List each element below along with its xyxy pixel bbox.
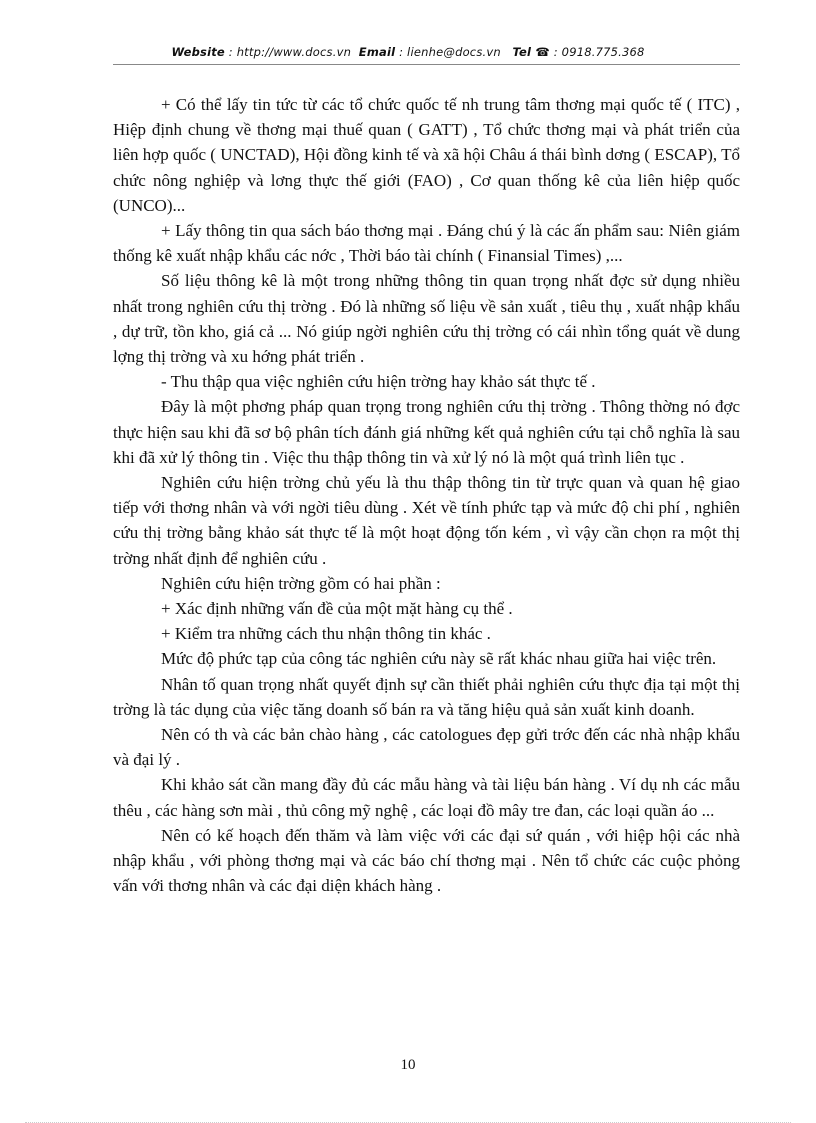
website-url[interactable]: : http://www.docs.vn (228, 45, 352, 59)
body-paragraph: Nghiên cứu hiện trờng chủ yếu là thu thập thông tin từ trực quan và quan hệ giao tiếp với thơng nhân và với ngời tiêu dùng . Xét về tính phức tạp và mức độ chi phí , nghiên cứu thị trờng bằng khảo sát thực tế là một hoạt động tốn kém , vì vậy cần chọn ra một thị trờng nhất định để nghiên cứu . (113, 473, 740, 568)
body-paragraph: + Lấy thông tin qua sách báo thơng mại . Đáng chú ý là các ấn phẩm sau: Niên giám thống kê xuất nhập khẩu các nớc , Thời báo tài chính ( Finansial Times) ,... (113, 221, 740, 266)
body-paragraph: + Kiểm tra những cách thu nhận thông tin khác . (161, 624, 491, 644)
header-divider (113, 64, 740, 65)
tel-number: : 0918.775.368 (553, 45, 645, 59)
email-label: Email (358, 45, 396, 59)
body-paragraph: Nên có th và các bản chào hàng , các catologues đẹp gửi trớc đến các nhà nhập khẩu và đại lý . (113, 725, 740, 770)
body-paragraph: Đây là một phơng pháp quan trọng trong nghiên cứu thị trờng . Thông thờng nó đợc thực hiện sau khi đã sơ bộ phân tích đánh giá những kết quả nghiên cứu tại chỗ nghĩa là sau khi đã xử lý thông tin . Việc thu thập thông tin và xử lý nó là một quá trình liên tục . (113, 397, 740, 467)
page-number: 10 (400, 1057, 416, 1073)
body-paragraph: + Có thể lấy tin tức từ các tổ chức quốc tế nh trung tâm thơng mại quốc tế ( ITC) , Hiệp định chung về thơng mại thuế quan ( GATT) , Tổ chức thơng mại và phát triển của liên hợp quốc ( UNCTAD), Hội đồng kinh tế và xã hội Châu á thái bình dơng ( ESCAP), Tổ chức nông nghiệp và lơng thực thế giới (FAO) , Cơ quan thống kê của liên hiệp quốc (UNCO)... (113, 95, 740, 215)
body-paragraph: + Xác định những vấn đề của một mặt hàng cụ thể . (161, 599, 513, 619)
document-body (113, 92, 740, 899)
email-address[interactable]: : lienhe@docs.vn (399, 45, 501, 59)
tel-label: Tel ☎ (512, 45, 550, 59)
page-header (0, 45, 816, 59)
body-paragraph: Số liệu thông kê là một trong những thông tin quan trọng nhất đợc sử dụng nhiều nhất trong nghiên cứu thị trờng . Đó là những số liệu về sản xuất , tiêu thụ , xuất nhập khẩu , dự trữ, tồn kho, giá cả ... Nó giúp ngời nghiên cứu thị trờng có cái nhìn tổng quát về dung lợng thị trờng và xu hớng phát triển . (113, 271, 740, 367)
body-paragraph: Nên có kế hoạch đến thăm và làm việc với các đại sứ quán , với hiệp hội các nhà nhập khẩu , với phòng thơng mại và các báo chí thơng mại . Nên tổ chức các cuộc phỏng vấn với thơng nhân và các đại diện khách hàng . (113, 825, 740, 896)
body-paragraph: Mức độ phức tạp của công tác nghiên cứu này sẽ rất khác nhau giữa hai việc trên. (161, 649, 717, 669)
body-paragraph: Nhân tố quan trọng nhất quyết định sự cần thiết phải nghiên cứu thực địa tại một thị trờng là tác dụng của việc tăng doanh số bán ra và tăng hiệu quả sản xuất kinh doanh. (113, 674, 740, 719)
website-label: Website (171, 45, 225, 59)
body-paragraph: Nghiên cứu hiện trờng gồm có hai phần : (161, 573, 441, 593)
body-paragraph: - Thu thập qua việc nghiên cứu hiện trờng hay khảo sát thực tế . (161, 372, 596, 392)
body-paragraph: Khi khảo sát cần mang đầy đủ các mẫu hàng và tài liệu bán hàng . Ví dụ nh các mẫu thêu , các hàng sơn mài , thủ công mỹ nghệ , các loại đồ mây tre đan, các loại quần áo ... (113, 775, 740, 820)
